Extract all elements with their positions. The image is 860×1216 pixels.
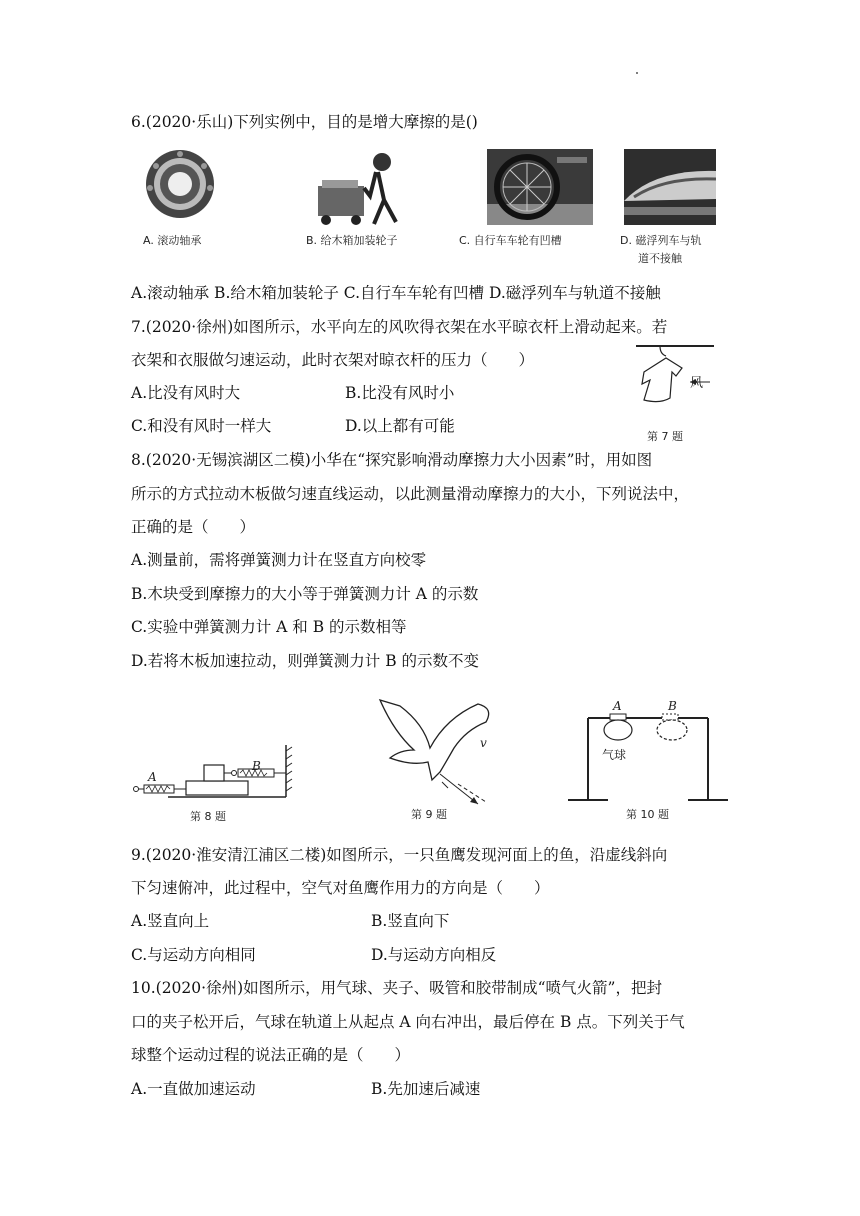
q8-figure-label-a: A: [148, 770, 157, 784]
q10-figure-caption: 第 10 题: [626, 808, 669, 821]
q9-stem-line1: 9.(2020·淮安清江浦区二楼)如图所示，一只鱼鹰发现河面上的鱼，沿虚线斜向: [131, 846, 668, 864]
maglev-train-image: [624, 149, 716, 225]
q6-caption-d2: 道不接触: [638, 252, 682, 265]
page-dot: [636, 72, 638, 74]
q10-figure-label-a: A: [613, 699, 622, 713]
q8-option-a: A.测量前，需将弹簧测力计在竖直方向校零: [131, 551, 427, 569]
q7-option-d: D.以上都有可能: [345, 417, 455, 435]
q7-option-c: C.和没有风时一样大: [131, 417, 272, 435]
q6-stem: 6.(2020·乐山)下列实例中，目的是增大摩擦的是(): [131, 113, 478, 131]
q6-caption-b: B. 给木箱加装轮子: [306, 234, 398, 247]
q9-option-c: C.与运动方向相同: [131, 946, 256, 964]
cart-boy-image: [312, 146, 408, 230]
q10-figure-label-balloon: 气球: [602, 748, 627, 762]
q9-option-a: A.竖直向上: [131, 912, 210, 930]
q9-option-b: B.竖直向下: [371, 912, 450, 930]
q9-stem-line2: 下匀速俯冲，此过程中，空气对鱼鹰作用力的方向是（ ）: [131, 879, 550, 897]
q8-option-c: C.实验中弹簧测力计 A 和 B 的示数相等: [131, 618, 407, 636]
q7-stem-line1: 7.(2020·徐州)如图所示，水平向左的风吹得衣架在水平晾衣杆上滑动起来。若: [131, 318, 668, 336]
q7-figure-caption: 第 7 题: [647, 430, 683, 443]
q6-caption-d1: D. 磁浮列车与轨: [620, 234, 702, 247]
q6-caption-a: A. 滚动轴承: [143, 234, 202, 247]
q7-option-b: B.比没有风时小: [345, 384, 455, 402]
bicycle-wheel-image: [487, 149, 593, 225]
q10-stem-line3: 球整个运动过程的说法正确的是（ ）: [131, 1046, 411, 1064]
q7-figure-label: 风: [690, 376, 704, 391]
q6-caption-c: C. 自行车车轮有凹槽: [459, 234, 562, 247]
q8-figure-label-b: B: [252, 759, 261, 773]
q8-option-d: D.若将木板加速拉动，则弹簧测力计 B 的示数不变: [131, 652, 480, 670]
q7-stem-line2: 衣架和衣服做匀速运动，此时衣架对晾衣杆的压力（ ）: [131, 351, 535, 369]
q10-figure-label-b: B: [668, 699, 677, 713]
q9-figure-label: v: [480, 736, 487, 750]
q10-option-a: A.一直做加速运动: [131, 1080, 256, 1098]
q8-option-b: B.木块受到摩擦力的大小等于弹簧测力计 A 的示数: [131, 585, 479, 603]
q6-options: A.滚动轴承 B.给木箱加装轮子 C.自行车车轮有凹槽 D.磁浮列车与轨道不接触: [131, 284, 661, 302]
q8-stem-line2: 所示的方式拉动木板做匀速直线运动，以此测量滑动摩擦力的大小，下列说法中，: [131, 485, 690, 503]
q8-figure-caption: 第 8 题: [190, 810, 226, 823]
q7-figure-hanger: [630, 340, 718, 424]
q10-stem-line1: 10.(2020·徐州)如图所示，用气球、夹子、吸管和胶带制成“喷气火箭”，把封: [131, 979, 662, 997]
q8-stem-line3: 正确的是（ ）: [131, 518, 256, 536]
q9-figure-caption: 第 9 题: [411, 808, 447, 821]
q7-option-a: A.比没有风时大: [131, 384, 241, 402]
bearing-image: [138, 146, 238, 232]
q10-figure-balloon-track: [568, 698, 728, 804]
q8-stem-line1: 8.(2020·无锡滨湖区二模)小华在“探究影响滑动摩擦力大小因素”时，用如图: [131, 451, 653, 469]
q9-option-d: D.与运动方向相反: [371, 946, 497, 964]
q10-stem-line2: 口的夹子松开后，气球在轨道上从起点 A 向右冲出，最后停在 B 点。下列关于气: [131, 1013, 685, 1031]
q10-option-b: B.先加速后减速: [371, 1080, 481, 1098]
